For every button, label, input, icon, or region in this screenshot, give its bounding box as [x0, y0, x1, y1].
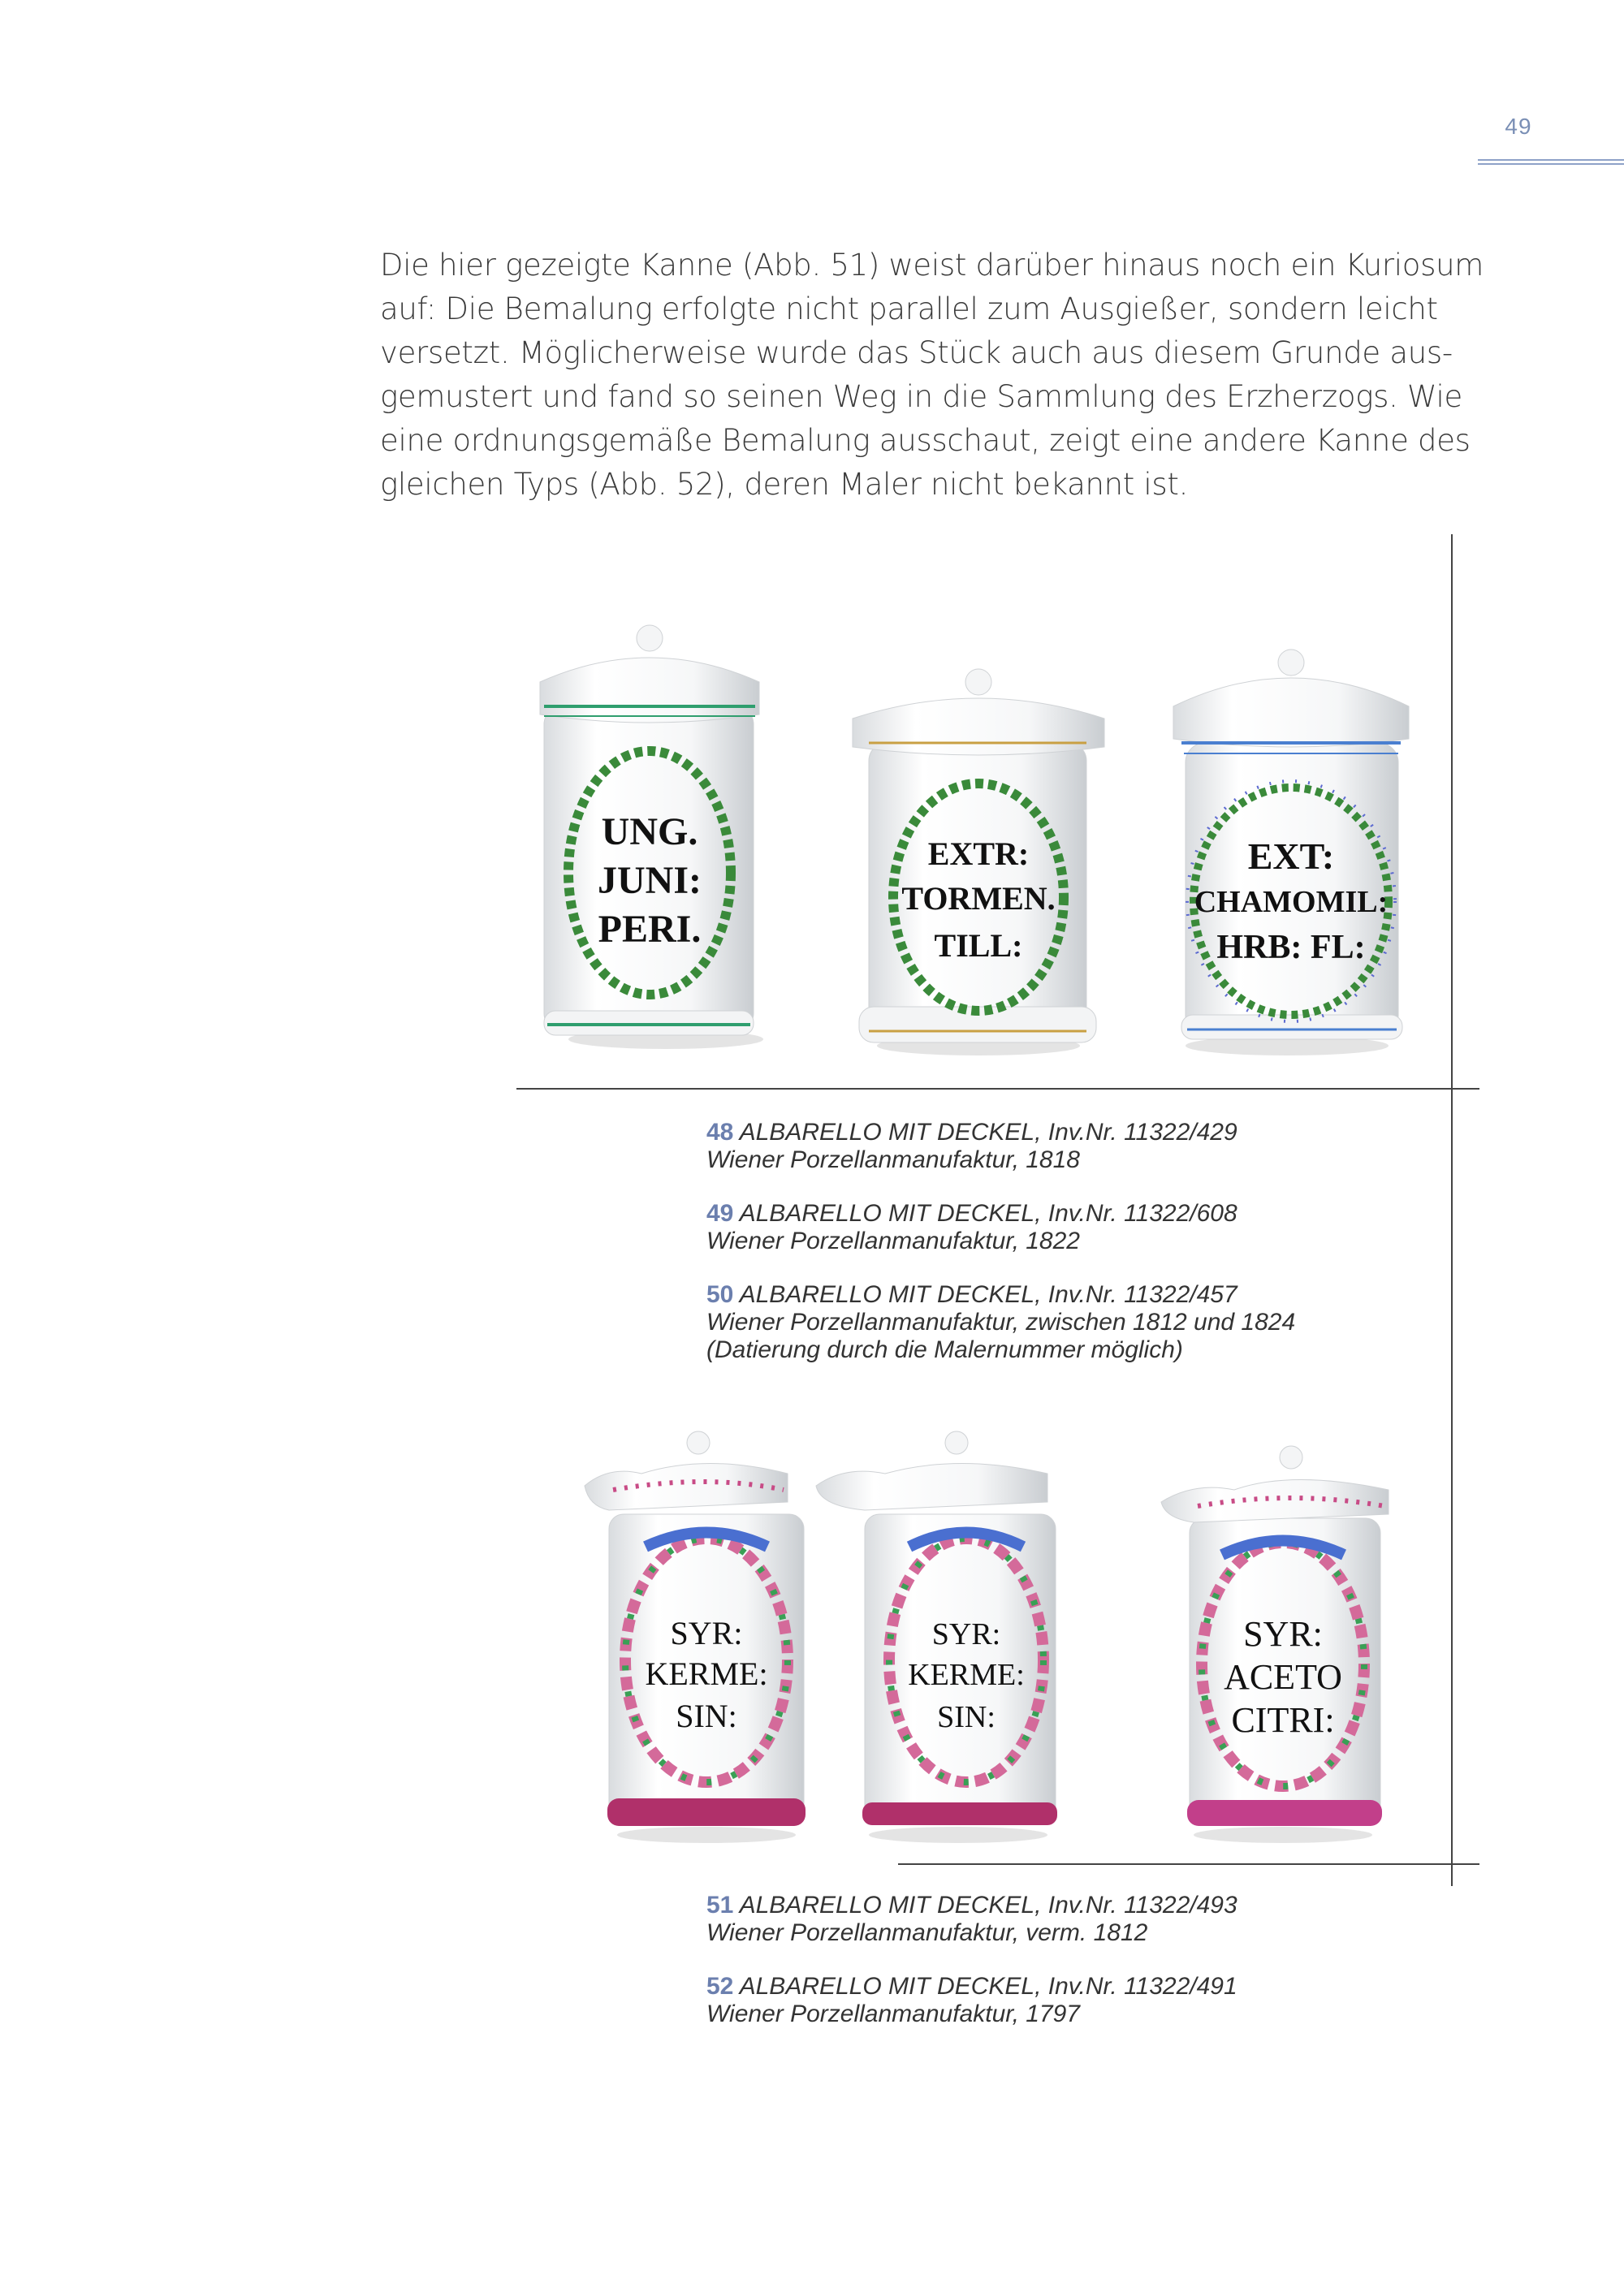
- intro-line: gleichen Typs (Abb. 52), deren Maler nicht bekannt ist.: [380, 467, 1189, 502]
- caption-title-line: [706, 1200, 1295, 1228]
- albarello-48-label-line: JUNI:: [598, 859, 702, 902]
- albarello-49: [853, 669, 1104, 1055]
- photo-jugs-51-52: [577, 1425, 1445, 1847]
- albarello-49-label-line: EXTR:: [927, 835, 1030, 872]
- caption-title-line: [706, 1119, 1295, 1146]
- jug-51: [585, 1431, 806, 1843]
- jug-51-label-line: SYR:: [670, 1615, 743, 1651]
- jug-51-label-line: KERME:: [645, 1655, 768, 1692]
- captions-top: [706, 1119, 1295, 1390]
- caption-title-line: [706, 1892, 1237, 1919]
- caption-detail: Wiener Porzellanmanufaktur, verm. 1812: [706, 1919, 1148, 1946]
- horizontal-rule-top: [516, 1088, 1479, 1090]
- jug-aceto-citri-label-line: CITRI:: [1231, 1700, 1335, 1740]
- caption-detail: (Datierung durch die Malernummer möglich): [706, 1336, 1183, 1363]
- caption-detail: Wiener Porzellanmanufaktur, zwischen 1812 und 1824: [706, 1309, 1296, 1336]
- jug-51-label-line: SIN:: [676, 1698, 737, 1734]
- jug-52-label-line: SYR:: [931, 1617, 1001, 1651]
- caption-number: 49: [706, 1200, 734, 1227]
- caption-number: 50: [706, 1281, 734, 1308]
- caption-title-line: [706, 1281, 1295, 1309]
- albarello-50-label-line: EXT:: [1247, 835, 1335, 877]
- photo-albarelli-48-50: [520, 601, 1445, 1064]
- header-rule: [1478, 159, 1624, 161]
- jug-52-label-line: SIN:: [937, 1700, 996, 1734]
- jug-52-label-line: KERME:: [908, 1658, 1025, 1692]
- intro-line: Die hier gezeigte Kanne (Abb. 51) weist darüber hinaus noch ein Kuriosum: [380, 248, 1484, 283]
- caption-detail: Wiener Porzellanmanufaktur, 1818: [706, 1146, 1080, 1173]
- caption-title-line: [706, 1973, 1237, 2001]
- caption-49: [706, 1200, 1295, 1255]
- header-rule: [1478, 163, 1624, 165]
- intro-paragraph: [380, 244, 1484, 507]
- albarello-48-label-line: UNG.: [601, 810, 698, 853]
- intro-line: auf: Die Bemalung erfolgte nicht parallel zum Ausgießer, sondern leicht: [380, 291, 1438, 326]
- caption-51: [706, 1892, 1237, 1947]
- albarello-50: [1173, 650, 1409, 1055]
- caption-52: [706, 1973, 1237, 2028]
- caption-number: 52: [706, 1973, 734, 2000]
- caption-title: ALBARELLO MIT DECKEL, Inv.Nr. 11322/429: [739, 1119, 1237, 1146]
- intro-line: eine ordnungsgemäße Bemalung ausschaut, zeigt eine andere Kanne des: [380, 423, 1471, 458]
- albarello-50-label-line: HRB: FL:: [1216, 929, 1366, 966]
- caption-detail: Wiener Porzellanmanufaktur, 1822: [706, 1228, 1080, 1254]
- albarello-48: [540, 625, 763, 1049]
- jug-aceto-citri-label-line: ACETO: [1224, 1657, 1342, 1697]
- page-number: 49: [1505, 114, 1532, 139]
- jug-52: [816, 1431, 1057, 1843]
- intro-line: versetzt. Möglicherweise wurde das Stück auch aus diesem Grunde aus-: [380, 335, 1453, 370]
- intro-line: gemustert und fand so seinen Weg in die Sammlung des Erzherzogs. Wie: [380, 379, 1462, 414]
- caption-48: [706, 1119, 1295, 1174]
- caption-title: ALBARELLO MIT DECKEL, Inv.Nr. 11322/491: [739, 1973, 1237, 2000]
- caption-number: 48: [706, 1119, 734, 1146]
- caption-50: [706, 1281, 1295, 1364]
- horizontal-rule-bottom: [898, 1863, 1479, 1865]
- caption-title: ALBARELLO MIT DECKEL, Inv.Nr. 11322/493: [739, 1892, 1237, 1919]
- caption-detail: Wiener Porzellanmanufaktur, 1797: [706, 2001, 1080, 2027]
- caption-number: 51: [706, 1892, 734, 1919]
- albarello-50-label-line: CHAMOMIL:: [1194, 885, 1389, 919]
- jug-aceto-citri-label-line: SYR:: [1243, 1614, 1323, 1654]
- albarello-49-label-line: TORMEN.: [901, 880, 1056, 917]
- albarello-48-label-line: PERI.: [598, 908, 702, 951]
- caption-title: ALBARELLO MIT DECKEL, Inv.Nr. 11322/608: [739, 1200, 1237, 1227]
- captions-bottom: [706, 1892, 1237, 2054]
- vertical-rule: [1451, 534, 1453, 1886]
- caption-title: ALBARELLO MIT DECKEL, Inv.Nr. 11322/457: [739, 1281, 1237, 1308]
- albarello-49-label-line: TILL:: [934, 927, 1023, 964]
- jug-aceto-citri: [1161, 1446, 1389, 1843]
